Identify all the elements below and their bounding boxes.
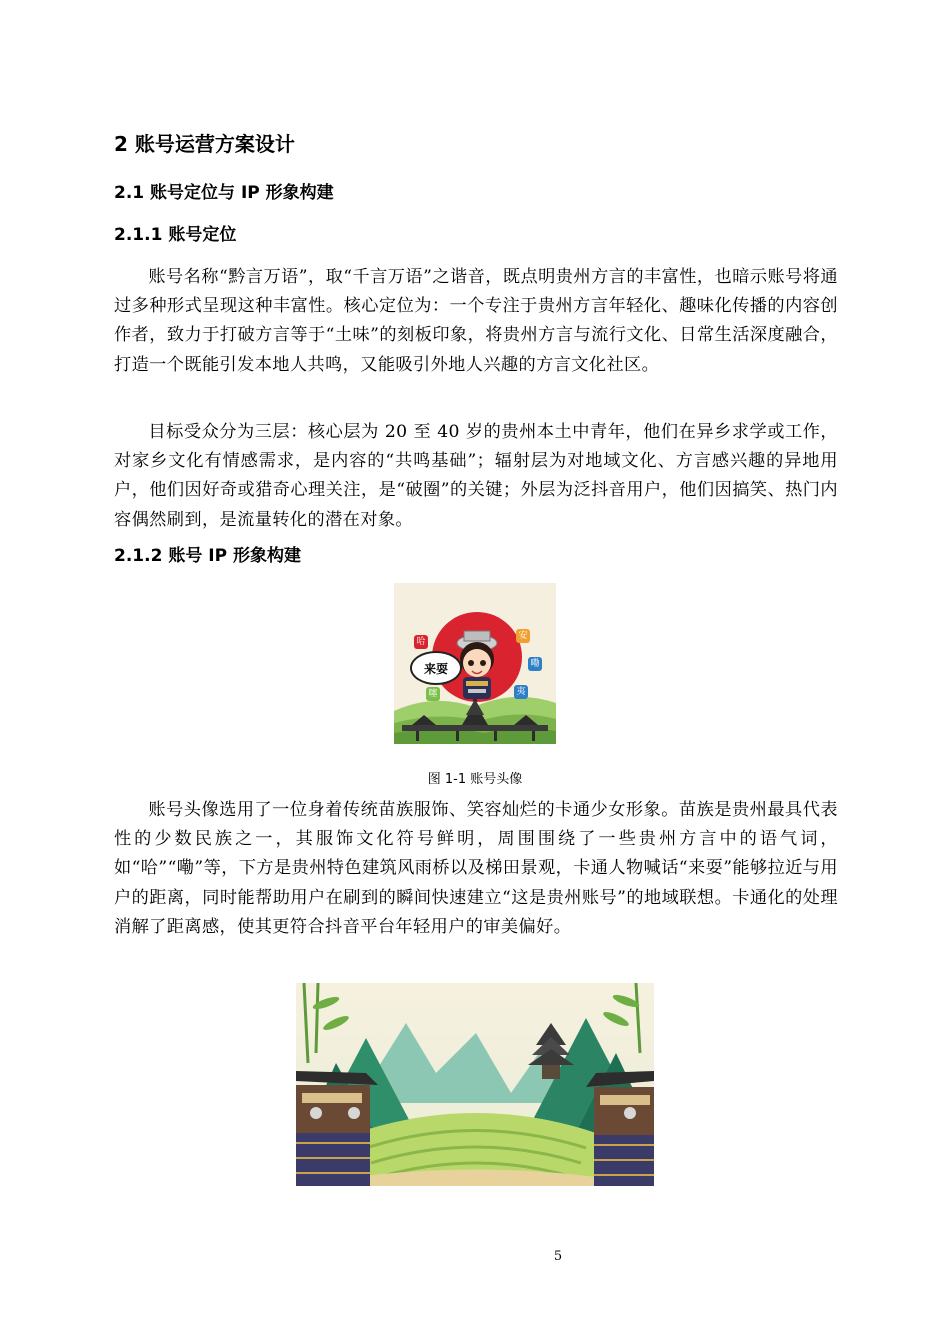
subsection-heading-positioning: 2.1.1 账号定位: [114, 225, 237, 245]
miao-girl-character: [457, 631, 497, 699]
right-pavilion-illustration: [586, 1071, 654, 1186]
paragraph-account-positioning: 账号名称“黔言万语”，取“千言万语”之谐音，既点明贵州方言的丰富性，也暗示账号将通过多种形式呈现这种丰富性。核心定位为：一个专注于贵州方言年轻化、趣味化传播的内容创作者，致力于打破方言等于“土味”的刻板印象，将贵州方言与流行文化、日常生活深度融合，打造一个既能引发本地人共鸣，又能吸引外地人兴趣的方言文化社区。: [114, 267, 838, 375]
guizhou-landscape-illustration: [296, 983, 654, 1186]
chapter-heading: 2 账号运营方案设计: [114, 132, 295, 156]
speech-bubble: 来耍: [410, 651, 462, 685]
avatar-figure: [394, 583, 556, 744]
left-pavilion-illustration: [296, 1071, 378, 1186]
dialect-tag-an: 安: [516, 629, 530, 643]
page-number: 5: [553, 1249, 563, 1264]
dialect-tag-ha: 哈: [414, 635, 428, 649]
dialect-tag-lei: 嘞: [528, 657, 542, 671]
paragraph-avatar-description: 账号头像选用了一位身着传统苗族服饰、笑容灿烂的卡通少女形象。苗族是贵州最具代表性的少数民族之一，其服饰文化符号鲜明，周围围绕了一些贵州方言中的语气词，如“哈”“嘞”等，下方是贵州特色建筑风雨桥以及梯田景观，卡通人物喊话“来耍”能够拉近与用户的距离，同时能帮助用户在刷到的瞬间快速建立“这是贵州账号”的地域联想。卡通化的处理消解了距离感，使其更符合抖音平台年轻用户的审美偏好。: [114, 800, 838, 937]
paragraph-target-audience: 目标受众分为三层：核心层为 20 至 40 岁的贵州本土中青年，他们在异乡求学或工作，对家乡文化有情感需求，是内容的“共鸣基础”；辐射层为对地域文化、方言感兴趣的异地用户，他们因好奇或猎奇心理关注，是“破圈”的关键；外层为泛抖音用户，他们因搞笑、热门内容偶然刷到，是流量转化的潜在对象。: [114, 422, 838, 530]
section-heading: 2.1 账号定位与 IP 形象构建: [114, 183, 334, 203]
figure-caption: 图 1-1 账号头像: [427, 772, 523, 787]
dialect-tag-sai: 噻: [426, 687, 440, 701]
dialect-tag-yi: 夷: [514, 685, 528, 699]
subsection-heading-ip-image: 2.1.2 账号 IP 形象构建: [114, 546, 301, 566]
